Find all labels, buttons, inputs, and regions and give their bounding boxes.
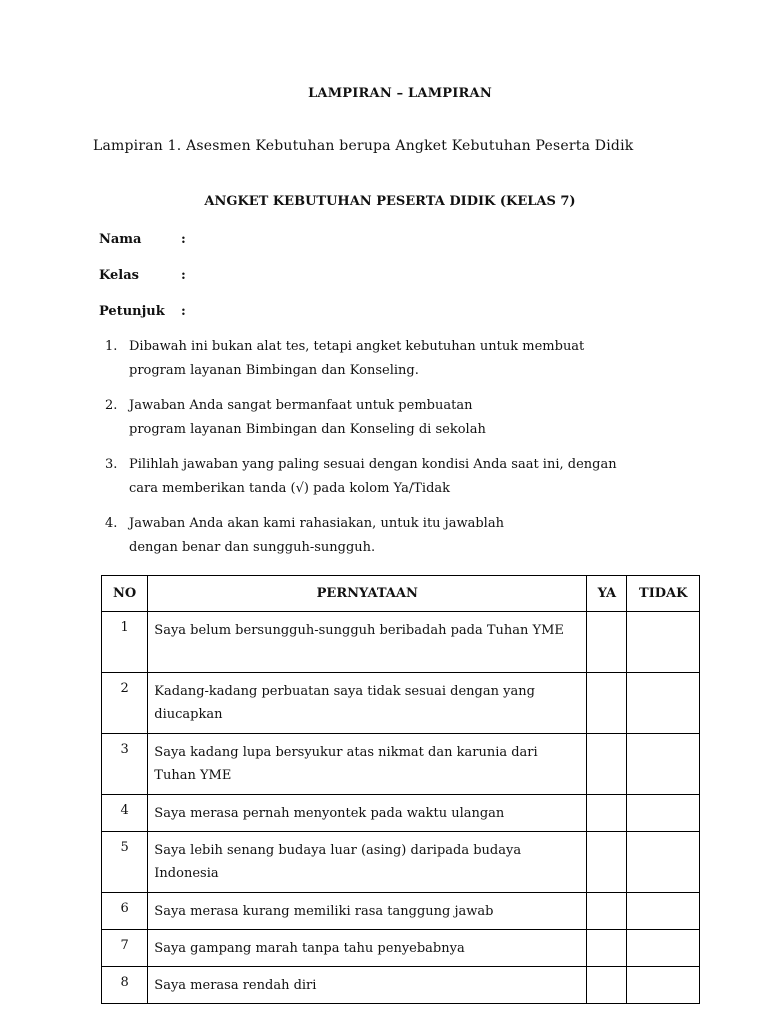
- field-separator: :: [181, 232, 186, 247]
- answer-no-cell[interactable]: [627, 734, 700, 795]
- appendix-subtitle: Lampiran 1. Asesmen Kebutuhan berupa Angket Kebutuhan Peserta Didik: [93, 138, 634, 154]
- answer-yes-cell[interactable]: [587, 967, 627, 1004]
- instruction-item: [105, 394, 486, 442]
- table-row: [102, 832, 700, 893]
- questionnaire-table: [101, 575, 700, 1004]
- answer-yes-cell[interactable]: [587, 612, 627, 673]
- row-statement: Saya belum bersungguh-sungguh beribadah pada Tuhan YME: [148, 612, 587, 673]
- row-statement: Saya merasa pernah menyontek pada waktu ulangan: [148, 795, 587, 832]
- row-number: 8: [102, 967, 148, 1004]
- column-header-no: NO: [102, 576, 148, 612]
- table-row: [102, 612, 700, 673]
- answer-yes-cell[interactable]: [587, 734, 627, 795]
- answer-yes-cell[interactable]: [587, 795, 627, 832]
- answer-no-cell[interactable]: [627, 673, 700, 734]
- answer-no-cell[interactable]: [627, 930, 700, 967]
- answer-yes-cell[interactable]: [587, 673, 627, 734]
- instruction-item: [105, 512, 504, 560]
- instruction-text-cont: cara memberikan tanda (√) pada kolom Ya/Tidak: [129, 481, 451, 496]
- instruction-number: 3.: [105, 457, 118, 472]
- row-number: 4: [102, 795, 148, 832]
- instruction-text: Pilihlah jawaban yang paling sesuai dengan kondisi Anda saat ini, dengan: [129, 457, 617, 472]
- row-statement: Kadang-kadang perbuatan saya tidak sesuai dengan yang diucapkan: [148, 673, 587, 734]
- table-row: [102, 734, 700, 795]
- instruction-text-cont: dengan benar dan sungguh-sungguh.: [129, 540, 376, 555]
- answer-no-cell[interactable]: [627, 612, 700, 673]
- answer-no-cell[interactable]: [627, 832, 700, 893]
- field-petunjuk: [99, 304, 186, 319]
- instruction-text: Jawaban Anda akan kami rahasiakan, untuk itu jawablah: [129, 516, 504, 531]
- table-row: [102, 893, 700, 930]
- field-separator: :: [181, 304, 186, 319]
- row-statement: Saya lebih senang budaya luar (asing) daripada budaya Indonesia: [148, 832, 587, 893]
- instruction-text-cont: program layanan Bimbingan dan Konseling.: [129, 363, 419, 378]
- row-number: 1: [102, 612, 148, 673]
- row-number: 5: [102, 832, 148, 893]
- row-number: 7: [102, 930, 148, 967]
- row-statement: Saya kadang lupa bersyukur atas nikmat dan karunia dari Tuhan YME: [148, 734, 587, 795]
- table-row: [102, 673, 700, 734]
- field-label: Petunjuk: [99, 304, 165, 319]
- field-separator: :: [181, 268, 186, 283]
- answer-no-cell[interactable]: [627, 967, 700, 1004]
- table-row: [102, 967, 700, 1004]
- instruction-number: 2.: [105, 398, 118, 413]
- field-label: Nama: [99, 232, 142, 247]
- column-header-statement: PERNYATAAN: [148, 576, 587, 612]
- table-row: [102, 795, 700, 832]
- answer-yes-cell[interactable]: [587, 893, 627, 930]
- questionnaire-title: ANGKET KEBUTUHAN PESERTA DIDIK (KELAS 7): [204, 194, 576, 209]
- instruction-text-cont: program layanan Bimbingan dan Konseling di sekolah: [129, 422, 486, 437]
- instruction-item: [105, 453, 617, 501]
- instruction-number: 4.: [105, 516, 118, 531]
- instruction-item: [105, 335, 584, 383]
- column-header-no-answer: TIDAK: [627, 576, 700, 612]
- row-number: 3: [102, 734, 148, 795]
- row-number: 6: [102, 893, 148, 930]
- row-statement: Saya gampang marah tanpa tahu penyebabnya: [148, 930, 587, 967]
- instruction-text: Dibawah ini bukan alat tes, tetapi angket kebutuhan untuk membuat: [129, 339, 585, 354]
- answer-no-cell[interactable]: [627, 893, 700, 930]
- instruction-text: Jawaban Anda sangat bermanfaat untuk pembuatan: [129, 398, 473, 413]
- field-kelas: [99, 268, 186, 283]
- field-nama: [99, 232, 186, 247]
- row-statement: Saya merasa kurang memiliki rasa tanggung jawab: [148, 893, 587, 930]
- row-number: 2: [102, 673, 148, 734]
- answer-yes-cell[interactable]: [587, 930, 627, 967]
- page-title: LAMPIRAN – LAMPIRAN: [308, 86, 492, 101]
- instruction-number: 1.: [105, 339, 118, 354]
- answer-no-cell[interactable]: [627, 795, 700, 832]
- column-header-yes: YA: [587, 576, 627, 612]
- answer-yes-cell[interactable]: [587, 832, 627, 893]
- field-label: Kelas: [99, 268, 139, 283]
- table-header-row: [102, 576, 700, 612]
- table-row: [102, 930, 700, 967]
- row-statement: Saya merasa rendah diri: [148, 967, 587, 1004]
